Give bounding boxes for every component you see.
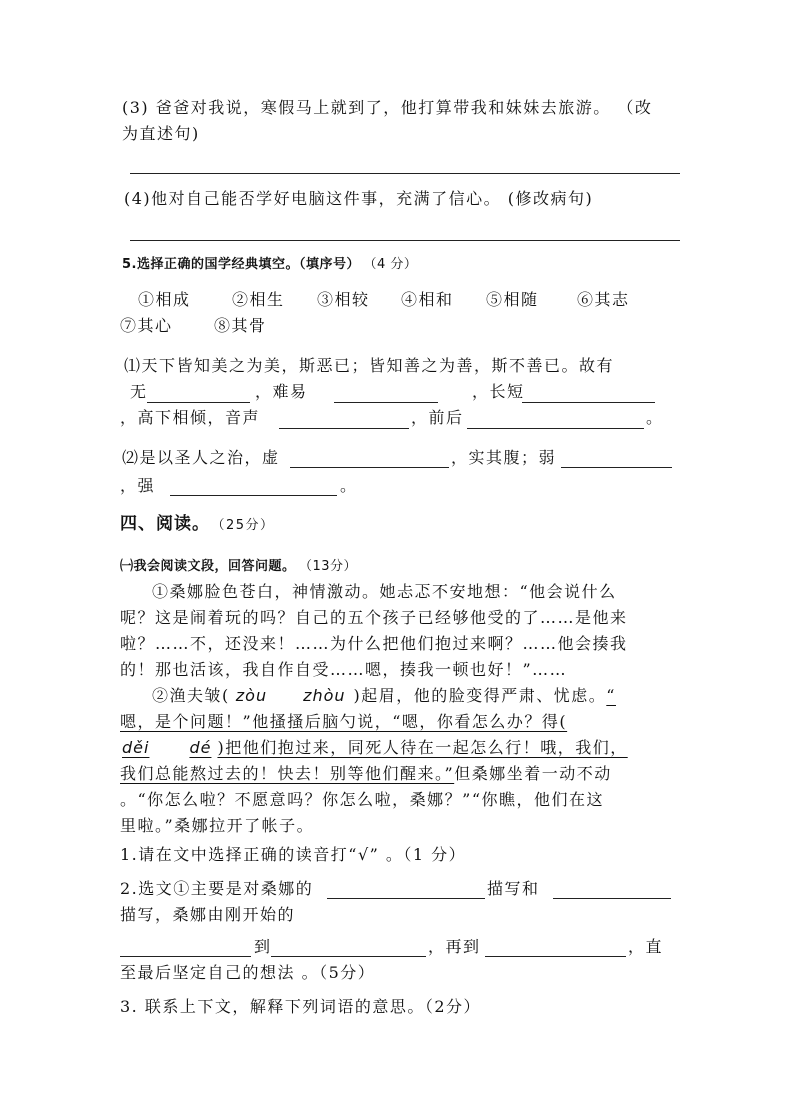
- passage-p2-line4: [120, 762, 612, 786]
- reading-q2-a: 2.选文①主要是对桑娜的: [120, 879, 314, 898]
- q4-text: (4)他对自己能否学好电脑这件事，充满了信心。 (修改病句): [124, 189, 594, 208]
- q5-option-2: ②相生: [232, 290, 285, 309]
- p2-line3-text: )把他们抱过来，同死人待在一起怎么行！哦，我们，: [217, 738, 628, 757]
- q2-blank-1[interactable]: [327, 898, 485, 899]
- q5-blank-5[interactable]: [467, 428, 644, 429]
- q2-blank-4[interactable]: [271, 956, 426, 957]
- reading-q3: 3. 联系上下文，解释下列词语的意思。（2分）: [120, 997, 482, 1016]
- q4-answer-line[interactable]: [130, 240, 680, 241]
- passage-p2-line1: [152, 684, 616, 708]
- q5-option-8: ⑧其骨: [214, 316, 267, 335]
- q5-option-1: ①相成: [138, 290, 191, 309]
- q5-blank-8[interactable]: [170, 495, 337, 496]
- q3-line2: 为直述句): [122, 124, 200, 143]
- passage-p2-line6: 里啦。”桑娜拉开了帐子。: [120, 816, 315, 835]
- reading-q1: 1.请在文中选择正确的读音打“√” 。（1 分）: [120, 845, 467, 864]
- q2-blank-5[interactable]: [485, 956, 626, 957]
- p2-open-quote: “: [606, 686, 616, 705]
- pinyin-option-zou[interactable]: zòu: [235, 686, 268, 705]
- p2-line4-underlined: 我们总能熬过去的！快去！别等他们醒来。”: [120, 764, 455, 783]
- q5-option-4: ④相和: [401, 290, 454, 309]
- section4-points: （25分）: [218, 518, 275, 533]
- part1-title: ㈠我会阅读文段，回答问题。: [120, 559, 296, 574]
- p2-line2-underlined: 嗯，是个问题: [120, 712, 226, 731]
- reading-q2-b: 描写和: [487, 879, 540, 898]
- q5-option-6: ⑥其志: [577, 290, 630, 309]
- p2-after: )起眉，他的脸变得严肃、忧虑。: [353, 686, 607, 705]
- pinyin-option-de[interactable]: dé: [189, 738, 212, 757]
- q5-points: （4 分）: [369, 257, 418, 272]
- reading-q2-zaidao: ，再到: [428, 937, 481, 956]
- p2-line4-rest: 但桑娜坐着一动不动: [454, 764, 612, 783]
- passage-p2-line3: [122, 736, 628, 760]
- passage-p1-line1: ①桑娜脸色苍白，神情激动。她忐忑不安地想：“他会说什么: [152, 582, 617, 601]
- q5-blank-7[interactable]: [561, 467, 672, 468]
- q5-blank-4[interactable]: [279, 428, 409, 429]
- pinyin-option-zhou[interactable]: zhòu: [303, 686, 346, 705]
- passage-p1-line4: 的！那也活该，我自作自受……嗯，揍我一顿也好！”……: [120, 660, 568, 679]
- q5-s2-a: ⑵是以圣人之治，虚: [122, 448, 280, 467]
- q5-s1-wu: 无: [130, 382, 148, 401]
- reading-q2-dao: 到: [254, 937, 272, 956]
- q5-blank-1[interactable]: [147, 402, 250, 403]
- q5-blank-6[interactable]: [290, 467, 449, 468]
- q5-option-3: ③相较: [317, 290, 370, 309]
- passage-p1-line2: 呢？这是闹着玩的吗？自己的五个孩子已经够他受的了……是他来: [120, 608, 628, 627]
- q5-option-7: ⑦其心: [120, 316, 173, 335]
- p2-start: ②渔夫皱(: [152, 686, 230, 705]
- q2-blank-2[interactable]: [553, 898, 671, 899]
- section4-title: 四、阅读。: [120, 514, 210, 534]
- q5-title-text: 5.选择正确的国学经典填空。（填序号）: [122, 257, 360, 272]
- passage-p1-line3: 啦？……不，还没来！……为什么把他们抱过来啊？……他会揍我: [120, 634, 628, 653]
- q3-answer-line[interactable]: [130, 173, 680, 174]
- q5-s2-b: ，实其腹；弱: [451, 448, 557, 467]
- part1-heading: [120, 555, 357, 579]
- q3-line1: (3) 爸爸对我说，寒假马上就到了，他打算带我和妹妹去旅游。 （改: [122, 98, 653, 117]
- pinyin-option-dei[interactable]: děi: [122, 738, 150, 757]
- q5-title: [122, 253, 417, 277]
- q5-s1-end: 。: [646, 408, 664, 427]
- p2-line2-rest: ！”他搔搔后脑勺说，“嗯，你看怎么办？得(: [225, 712, 568, 731]
- q5-s1-line1: ⑴天下皆知美之为美，斯恶已；皆知善之为善，斯不善已。故有: [124, 356, 615, 375]
- q5-s1-changduan: ，长短: [472, 382, 525, 401]
- passage-p2-line5: 。“你怎么啦？不愿意吗？你怎么啦，桑娜？”“你瞧，他们在这: [120, 790, 605, 809]
- reading-q2-zhi: ，直: [628, 937, 664, 956]
- section4-heading: [120, 512, 275, 538]
- q5-s2-c: ，强: [120, 476, 156, 495]
- q5-s1-gaoxia: ，高下相倾，音声: [120, 408, 261, 427]
- reading-q2-c: 描写，桑娜由刚开始的: [120, 905, 296, 924]
- q5-s2-end: 。: [340, 476, 358, 495]
- q5-blank-3[interactable]: [522, 402, 655, 403]
- q5-blank-2[interactable]: [334, 402, 438, 403]
- q5-s1-nanyi: ，难易: [255, 382, 308, 401]
- q2-blank-3[interactable]: [120, 956, 251, 957]
- part1-points: （13分）: [305, 559, 358, 574]
- q5-s1-qianhou: ，前后: [411, 408, 464, 427]
- q5-option-5: ⑤相随: [486, 290, 539, 309]
- passage-p2-line2: [120, 710, 567, 734]
- reading-q2-end: 至最后坚定自己的想法 。（5分）: [120, 963, 376, 982]
